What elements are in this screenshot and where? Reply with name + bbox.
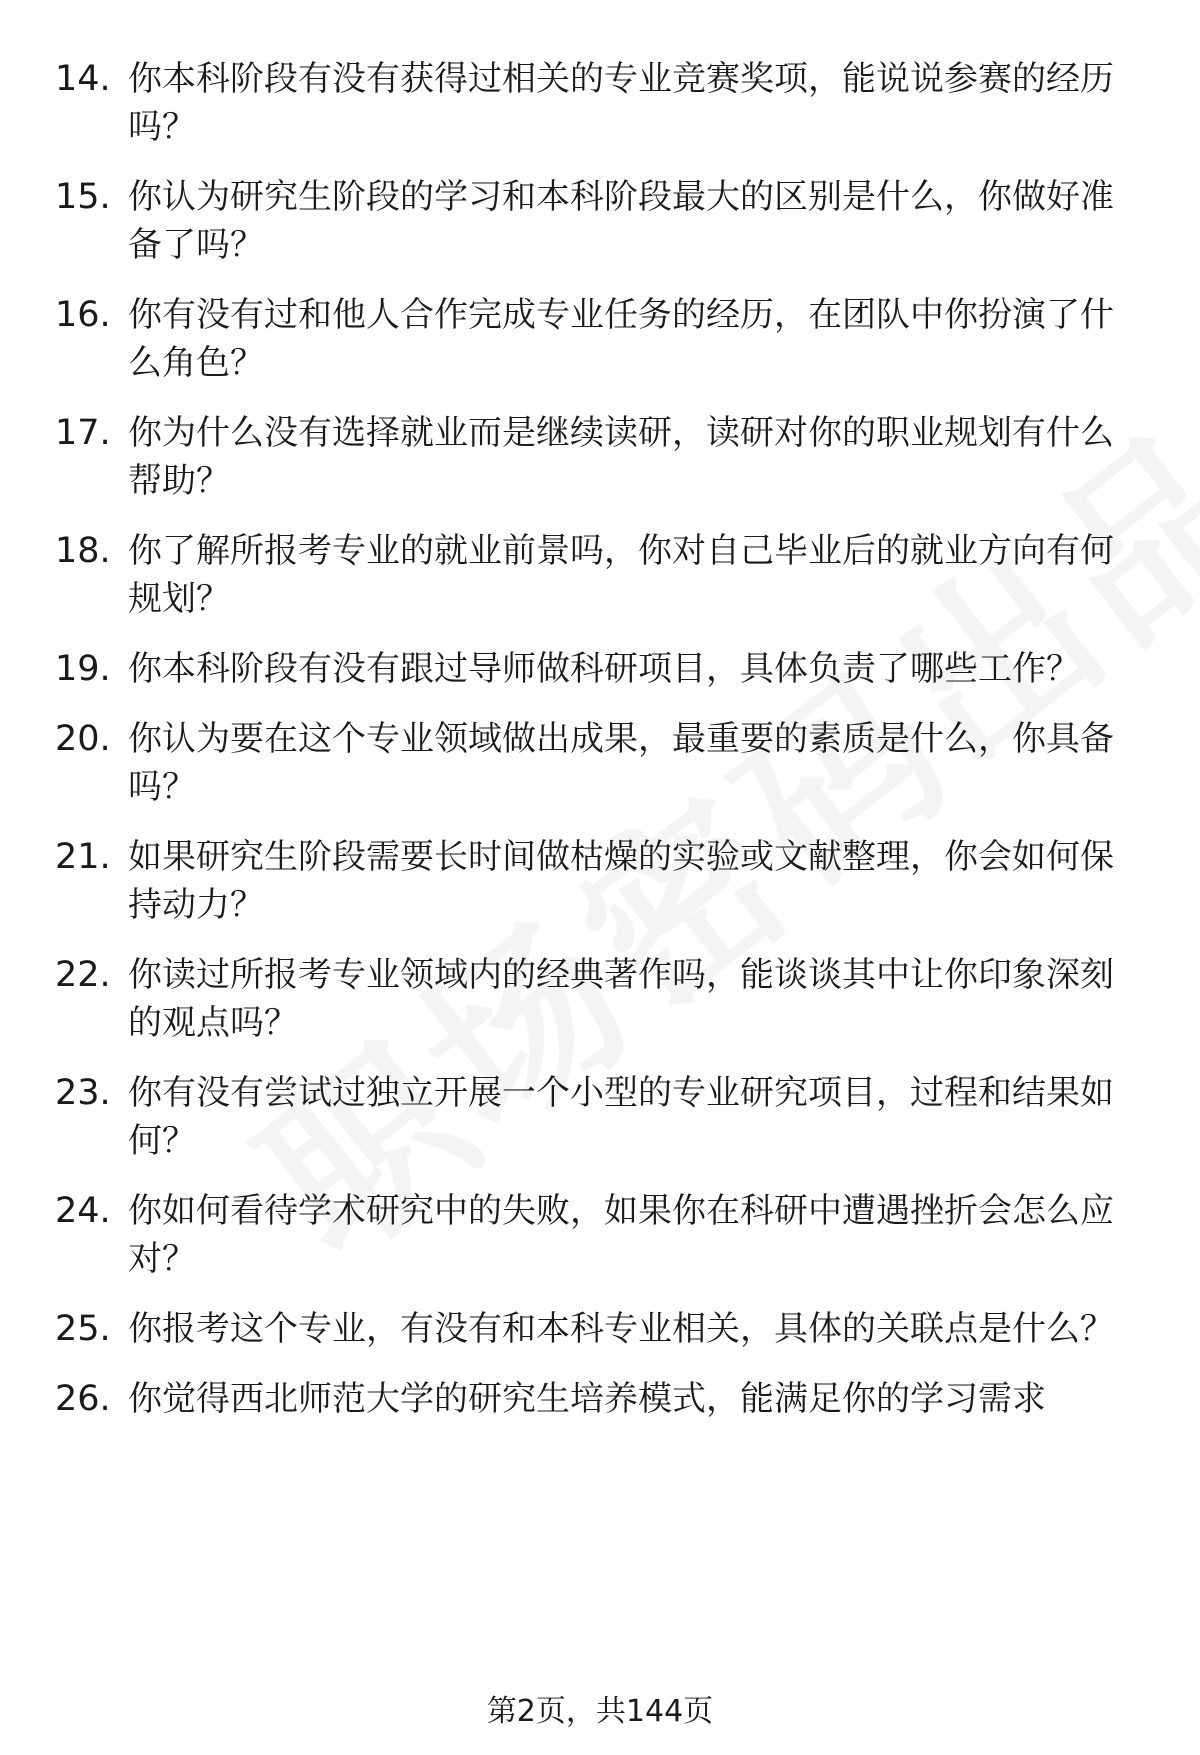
question-text: 你了解所报考专业的就业前景吗，你对自己毕业后的就业方向有何规划？ — [128, 531, 1114, 619]
page-footer: 第2页，共144页 — [486, 1694, 714, 1729]
question-item — [55, 951, 1145, 1047]
question-item — [55, 291, 1145, 387]
question-text: 你认为研究生阶段的学习和本科阶段最大的区别是什么，你做好准备了吗？ — [128, 177, 1114, 265]
question-number: 24. — [55, 1191, 111, 1231]
question-text: 你认为要在这个专业领域做出成果，最重要的素质是什么，你具备吗？ — [128, 719, 1114, 807]
question-number: 20. — [55, 719, 111, 759]
question-text: 你有没有过和他人合作完成专业任务的经历，在团队中你扮演了什么角色？ — [128, 295, 1114, 383]
question-number: 17. — [55, 413, 111, 453]
question-number: 15. — [55, 177, 111, 217]
question-text: 你本科阶段有没有获得过相关的专业竞赛奖项，能说说参赛的经历吗？ — [128, 59, 1114, 147]
question-text: 你觉得西北师范大学的研究生培养模式，能满足你的学习需求 — [128, 1379, 1046, 1419]
question-item — [55, 55, 1145, 151]
question-item — [55, 1375, 1145, 1423]
question-text: 你报考这个专业，有没有和本科专业相关，具体的关联点是什么？ — [128, 1309, 1114, 1349]
question-item — [55, 1069, 1145, 1165]
question-item — [55, 715, 1145, 811]
question-text: 你有没有尝试过独立开展一个小型的专业研究项目，过程和结果如何？ — [128, 1073, 1114, 1161]
question-number: 18. — [55, 531, 111, 571]
question-item — [55, 527, 1145, 623]
question-number: 22. — [55, 955, 111, 995]
question-text: 你如何看待学术研究中的失败，如果你在科研中遭遇挫折会怎么应对？ — [128, 1191, 1114, 1279]
question-number: 26. — [55, 1379, 111, 1419]
question-number: 16. — [55, 295, 111, 335]
question-item — [55, 409, 1145, 505]
question-item — [55, 1305, 1145, 1353]
question-list — [0, 55, 1200, 1423]
question-item — [55, 645, 1145, 693]
question-number: 14. — [55, 59, 111, 99]
question-item — [55, 173, 1145, 269]
question-text: 你本科阶段有没有跟过导师做科研项目，具体负责了哪些工作？ — [128, 649, 1080, 689]
question-text: 你为什么没有选择就业而是继续读研，读研对你的职业规划有什么帮助？ — [128, 413, 1114, 501]
question-item — [55, 833, 1145, 929]
question-text: 你读过所报考专业领域内的经典著作吗，能谈谈其中让你印象深刻的观点吗？ — [128, 955, 1114, 1043]
question-item — [55, 1187, 1145, 1283]
question-number: 25. — [55, 1309, 111, 1349]
question-text: 如果研究生阶段需要长时间做枯燥的实验或文献整理，你会如何保持动力？ — [128, 837, 1114, 925]
question-number: 21. — [55, 837, 111, 877]
question-number: 19. — [55, 649, 111, 689]
question-number: 23. — [55, 1073, 111, 1113]
